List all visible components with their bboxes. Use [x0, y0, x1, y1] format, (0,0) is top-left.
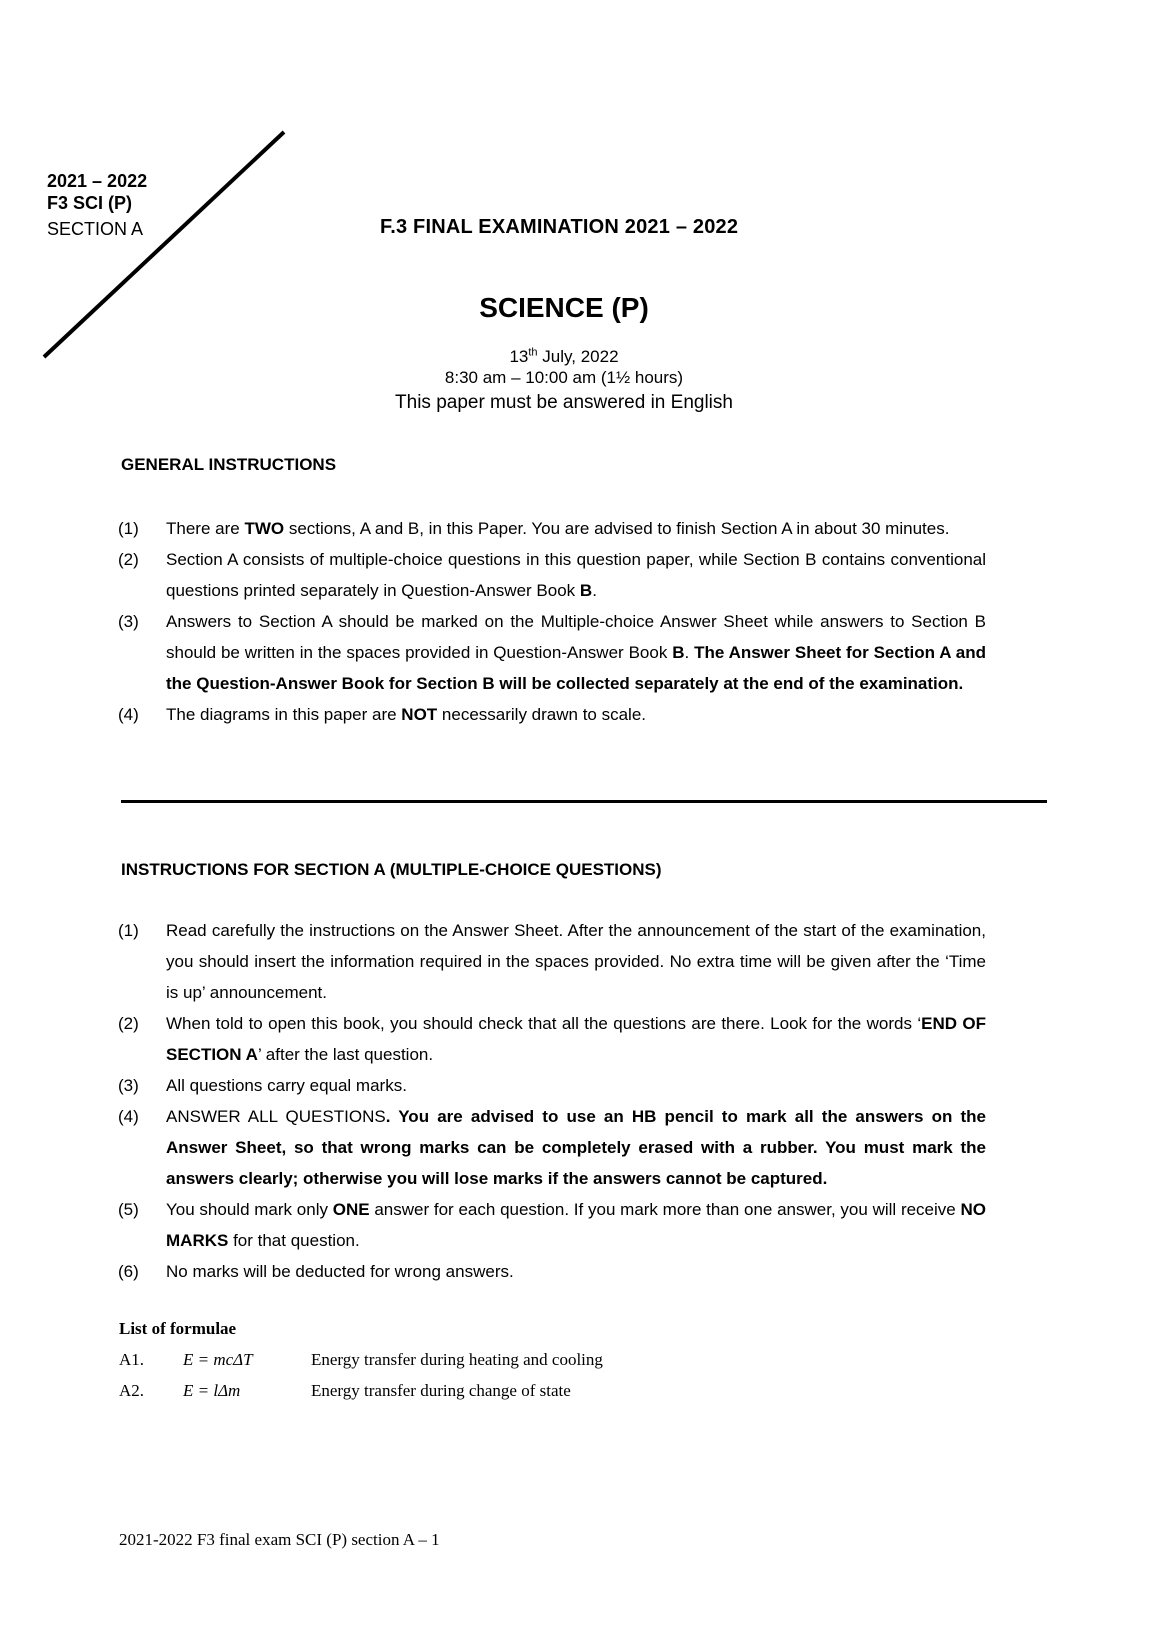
instruction-text: When told to open this book, you should check that all the questions are there. Look for the words ‘ — [166, 1014, 922, 1033]
instruction-text: answer for each question. If you mark more than one answer, you will receive — [369, 1200, 961, 1219]
instruction-emphasis: END OF SECTION A — [166, 1014, 986, 1064]
instruction-text: Answers to Section A should be marked on the Multiple-choice Answer Sheet while answers to Section B should be written in the spaces provided in Question-Answer Book — [166, 612, 986, 662]
corner-section: SECTION A — [47, 219, 144, 239]
corner-code: F3 SCI (P) — [47, 193, 133, 213]
instruction-number: (1) — [118, 921, 139, 940]
instruction-emphasis: NO MARKS — [166, 1200, 986, 1250]
instruction-text: There are — [166, 519, 245, 538]
section-a-instructions-heading: INSTRUCTIONS FOR SECTION A (MULTIPLE-CHOICE QUESTIONS) — [121, 860, 662, 879]
exam-title: F.3 FINAL EXAMINATION 2021 – 2022 — [380, 216, 739, 238]
exam-date — [14, 346, 1114, 367]
formulae-title: List of formulae — [119, 1319, 237, 1338]
instruction-number: (1) — [118, 519, 139, 538]
page-footer: 2021-2022 F3 final exam SCI (P) section A – 1 — [119, 1530, 440, 1549]
instruction-number: (4) — [118, 1107, 139, 1126]
exam-date-block — [0, 346, 1100, 413]
diagonal-slash-line — [40, 130, 290, 375]
instruction-text: ’ after the last question. — [257, 1045, 434, 1064]
instruction-text: Section A consists of multiple-choice questions in this question paper, while Section B contains conventional questions printed separately in Question-Answer Book — [166, 550, 986, 600]
instruction-text: The diagrams in this paper are — [166, 705, 402, 724]
instruction-text: No marks will be deducted for wrong answers. — [166, 1262, 514, 1281]
formula-number: A2. — [119, 1381, 145, 1400]
date-suffix: th — [528, 346, 538, 359]
corner-year: 2021 – 2022 — [47, 171, 148, 191]
formula-equation: E = mcΔT — [183, 1350, 253, 1369]
instruction-item — [118, 513, 986, 544]
instruction-text: Read carefully the instructions on the Answer Sheet. After the announcement of the start of the examination, you should insert the information required in the spaces provided. No extra time will be given after the ‘Time is up’ announcement. — [166, 921, 986, 1002]
instruction-text: ANSWER ALL QUESTIONS — [166, 1107, 386, 1126]
instruction-item — [118, 1256, 986, 1287]
section-a-instructions-list — [118, 915, 986, 1287]
instruction-text: . — [592, 581, 597, 600]
instruction-item — [118, 699, 986, 730]
instruction-number: (4) — [118, 705, 139, 724]
subject-title — [0, 292, 1100, 324]
date-day: 13 — [509, 347, 529, 366]
section-divider — [121, 800, 1047, 803]
instruction-emphasis: B — [579, 581, 593, 600]
instruction-emphasis: TWO — [244, 519, 285, 538]
instruction-number: (5) — [118, 1200, 139, 1219]
instruction-item — [118, 915, 986, 1008]
formula-equation: E = lΔm — [183, 1381, 241, 1400]
instruction-item — [118, 1101, 986, 1194]
formula-number: A1. — [119, 1350, 145, 1369]
instruction-item — [118, 1070, 986, 1101]
instruction-emphasis: . You are advised to use an HB pencil to mark all the answers on the Answer Sheet, so that wrong marks can be completely erased with a rubber. You must mark the answers clearly; otherwise you will lose marks if the answers cannot be captured. — [166, 1107, 986, 1188]
language-note: This paper must be answered in English — [395, 392, 733, 413]
instruction-emphasis: NOT — [401, 705, 438, 724]
general-instructions-heading: GENERAL INSTRUCTIONS — [121, 455, 337, 474]
instruction-number: (2) — [118, 550, 139, 569]
instruction-text: necessarily drawn to scale. — [437, 705, 647, 724]
instruction-emphasis: B — [672, 643, 685, 662]
instruction-number: (2) — [118, 1014, 139, 1033]
subject-text: SCIENCE (P) — [479, 292, 649, 323]
instruction-emphasis: The Answer Sheet for Section A and the Question-Answer Book for Section B will be collected separately at the end of the examination. — [166, 643, 986, 693]
instruction-item — [118, 1008, 986, 1070]
general-instructions-list — [118, 513, 986, 730]
instruction-emphasis: ONE — [332, 1200, 370, 1219]
formula-description: Energy transfer during change of state — [311, 1381, 571, 1400]
instruction-text: sections, A and B, in this Paper. You are advised to finish Section A in about 30 minutes. — [284, 519, 950, 538]
instruction-text: All questions carry equal marks. — [166, 1076, 407, 1095]
instruction-item — [118, 544, 986, 606]
exam-time: 8:30 am – 10:00 am (1½ hours) — [444, 368, 684, 387]
instruction-text: You should mark only — [166, 1200, 333, 1219]
instruction-text: . — [684, 643, 695, 662]
instruction-number: (6) — [118, 1262, 139, 1281]
instruction-item — [118, 606, 986, 699]
instruction-number: (3) — [118, 1076, 139, 1095]
instruction-item — [118, 1194, 986, 1256]
instruction-text: for that question. — [228, 1231, 360, 1250]
instruction-number: (3) — [118, 612, 139, 631]
formula-description: Energy transfer during heating and cooling — [311, 1350, 603, 1369]
date-rest: July, 2022 — [537, 347, 619, 366]
